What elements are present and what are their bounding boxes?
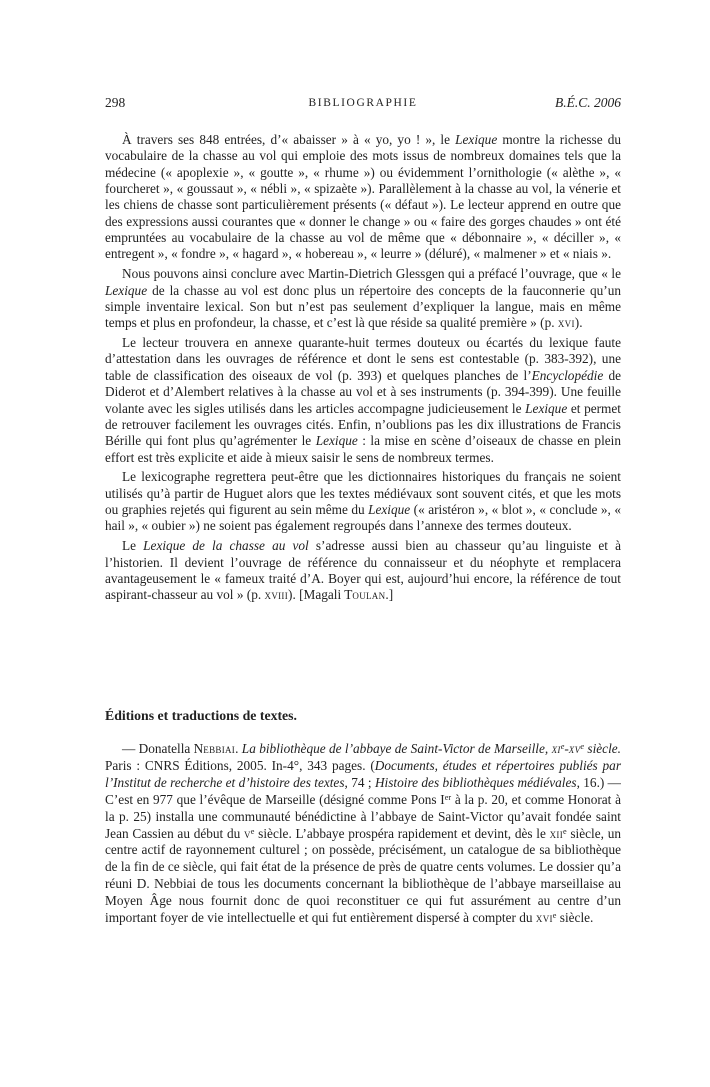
running-title: BIBLIOGRAPHIE (308, 96, 418, 109)
review-paragraph-3: Le lecteur trouvera en annexe quarante-huit termes douteux ou écartés du lexique faute d’attestation dans les ouvrages de référence et dont le sens est contestable (p. 383-392), une table de classification des oiseaux de vol (p. 393) et quelques planches de l’Encyclopédie de Diderot et d’Alembert relatives à la chasse au vol et à ses instruments (p. 394-399). Une feuille volante avec les sigles utilisés dans les articles accompagne judicieusement le Lexique et permet de retrouver facilement les ouvrages cités. Enfin, n’oublions pas les dix illustrations de Francis Bérille qui font plus qu’agrémenter le Lexique : la mise en scène d’oiseaux de chasse en plein effort est très explicite et aide à mieux saisir le sens de nombreux termes. (105, 335, 622, 465)
bibliography-section (105, 741, 621, 930)
page-number: 298 (105, 95, 126, 110)
page-header (105, 95, 621, 113)
section-heading: Éditions et traductions de textes. (105, 708, 297, 723)
review-paragraph-1: À travers ses 848 entrées, d’« abaisser » à « yo, yo ! », le Lexique montre la richesse du vocabulaire de la chasse au vol qui emploie des mots issus de nombreux domaines tels que la médecine (« apoplexie », « goutte », « rhume ») ou évidemment l’ornithologie (« alèthe », « fourcheret », « goussaut », « nébli », « spizaète »). Parallèlement à la chasse au vol, la vénerie et les chiens de chasse sont particulièrement présents (« défaut »). Le lecteur apprend en outre que des expressions aussi courantes que « donner le change » ou « faire des gorges chaudes » ont été empruntées au vocabulaire de la chasse au vol de même que « débonnaire », « déciller », « entregent », « fondre », « hagard », « hobereau », « leurre » (déluré), « malmener » et « niais ». (105, 132, 621, 262)
bibliography-entry: — Donatella Nebbiai. La bibliothèque de l’abbaye de Saint-Victor de Marseille, $xi^e-xv^e$ siècle. Paris : CNRS Éditions, 2005. In-4°, 343 pages. (Documents, études et répertoires publiés par l’Institut de recherche et d’histoire des textes, 74 ; Histoire des bibliothèques médiévales, 16.) — C’est en 977 que l’évêque de Marseille (désigné comme Pons Ier à la p. 20, et comme Honorat à la p. 25) installa une communauté bénédictine à l’abbaye de Saint-Victor qu’avait fondée saint Jean Cassien au début du $v^e$ siècle. L’abbaye prospéra rapidement et devint, dès le xii$^e$ siècle, un centre actif de rayonnement culturel ; on possède, précisément, un catalogue de sa bibliothèque de la fin de ce siècle, qui fait état de la présence de près de quatre cents volumes. Le dossier qu’a réuni D. Nebbiai de tous les documents concernant la bibliothèque de l’abbaye marseillaise au Moyen Âge nous fournit donc de quoi reconstituer ce qui fut assurément au centre d’un important foyer de vie intellectuelle et qui fut entièrement dispersé à compter du xvi$^e$ siècle. (105, 741, 622, 926)
review-paragraph-2: Nous pouvons ainsi conclure avec Martin-Dietrich Glessgen qui a préfacé l’ouvrage, que « le Lexique de la chasse au vol est donc plus un répertoire des concepts de la fauconnerie qu’un simple inventaire lexical. Son but n’est pas seulement d’expliquer la langue, mais en même temps et plus en profondeur, la chasse, et c’est là que réside sa qualité première » (p. xvi). (105, 266, 621, 331)
review-paragraph-5: Le Lexique de la chasse au vol s’adresse aussi bien au chasseur qu’au linguiste et à l’historien. Il devient l’ouvrage de référence du connaisseur et du néophyte et remplacera avantageusement le « fameux traité d’A. Boyer qui est, aujourd’hui encore, la référence de tout aspirant-chasseur au vol » (p. xviii). [Magali Toulan.] (105, 538, 621, 603)
journal-ref: B.É.C. 2006 (555, 95, 621, 110)
review-section (105, 132, 621, 607)
review-paragraph-4: Le lexicographe regrettera peut-être que les dictionnaires historiques du français ne soient utilisés qu’à partir de Huguet alors que les textes médiévaux sont souvent cités, et que les mots ou graphies rejetés qui figurent au sein même du Lexique (« aristéron », « blot », « conclude », « hail », « oubier ») ne soient pas également regroupés dans l’annexe des termes douteux. (105, 469, 621, 534)
